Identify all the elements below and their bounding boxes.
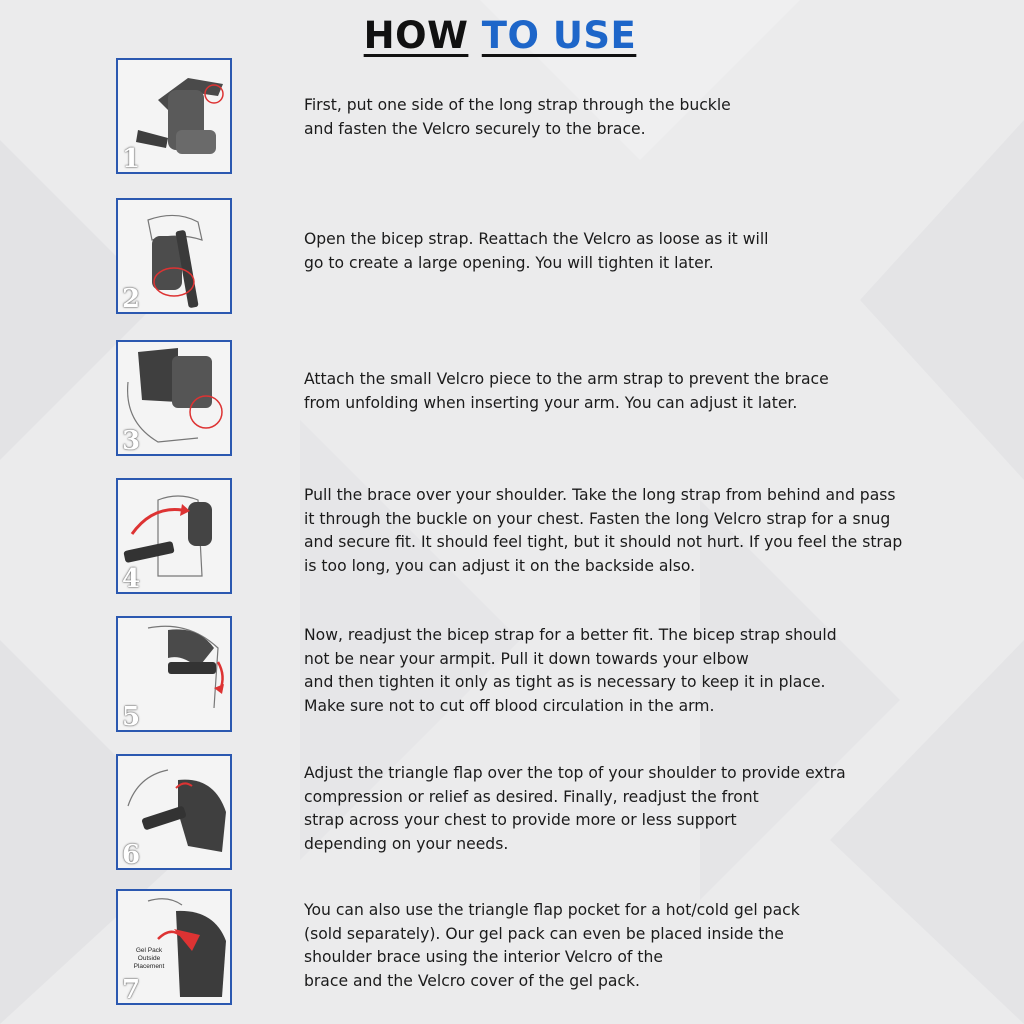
gel-pack-label [122, 947, 176, 971]
step-5-line-2: not be near your armpit. Pull it down towards your elbow [304, 649, 749, 668]
step-1-line-1: First, put one side of the long strap through the buckle [304, 96, 731, 114]
step-6-line-1: Adjust the triangle flap over the top of your shoulder to provide extra [304, 764, 846, 782]
step-6-line-2: compression or relief as desired. Finally, readjust the front [304, 787, 759, 806]
step-2-text [304, 228, 964, 275]
step-7-line-2: (sold separately). Our gel pack can even be placed inside the [304, 924, 784, 943]
step-5-number: 5 [122, 702, 141, 732]
step-4-text [304, 484, 964, 578]
step-6-illustration [116, 754, 232, 870]
step-2-line-2: go to create a large opening. You will tighten it later. [304, 253, 714, 272]
step-5-line-3: and then tighten it only as tight as is necessary to keep it in place. [304, 673, 826, 691]
step-7-text [304, 899, 964, 993]
step-4-line-1: Pull the brace over your shoulder. Take the long strap from behind and pass [304, 486, 896, 504]
step-7-illustration [116, 889, 232, 1005]
gel-pack-label-line-1: Gel Pack [135, 947, 163, 954]
step-4-line-4: is too long, you can adjust it on the backside also. [304, 556, 696, 575]
step-7-line-1: You can also use the triangle flap pocket for a hot/cold gel pack [304, 901, 800, 919]
step-7-line-4: brace and the Velcro cover of the gel pack. [304, 971, 640, 990]
step-4-line-2: it through the buckle on your chest. Fasten the long Velcro strap for a snug [304, 509, 891, 528]
step-5-line-1: Now, readjust the bicep strap for a better fit. The bicep strap should [304, 626, 837, 644]
title-word-how: HOW [363, 14, 469, 57]
step-3-line-1: Attach the small Velcro piece to the arm strap to prevent the brace [304, 370, 829, 388]
step-3-line-2: from unfolding when inserting your arm. You can adjust it later. [304, 393, 798, 412]
step-7-line-3: shoulder brace using the interior Velcro of the [304, 948, 663, 966]
step-6-line-3: strap across your chest to provide more or less support [304, 811, 737, 829]
gel-pack-label-line-2: Outside Placement [133, 955, 165, 970]
step-1-number: 1 [122, 144, 141, 174]
step-2-line-1: Open the bicep strap. Reattach the Velcro as loose as it will [304, 230, 769, 248]
step-1-illustration [116, 58, 232, 174]
step-6-line-4: depending on your needs. [304, 834, 509, 853]
title-word-to-use: TO USE [481, 14, 637, 57]
step-5-text [304, 624, 964, 718]
step-4-illustration [116, 478, 232, 594]
step-3-text [304, 368, 964, 415]
step-5-line-4: Make sure not to cut off blood circulation in the arm. [304, 696, 715, 715]
step-3-illustration [116, 340, 232, 456]
step-2-illustration [116, 198, 232, 314]
step-3-number: 3 [122, 426, 141, 456]
step-4-line-3: and secure fit. It should feel tight, but it should not hurt. If you feel the strap [304, 533, 903, 551]
step-6-text [304, 762, 964, 856]
step-4-number: 4 [122, 564, 141, 594]
step-1-text [304, 94, 964, 141]
step-7-number: 7 [122, 975, 141, 1005]
step-5-illustration [116, 616, 232, 732]
step-2-number: 2 [122, 284, 141, 314]
page-title [0, 14, 1000, 57]
step-1-line-2: and fasten the Velcro securely to the brace. [304, 119, 646, 138]
step-6-number: 6 [122, 840, 141, 870]
